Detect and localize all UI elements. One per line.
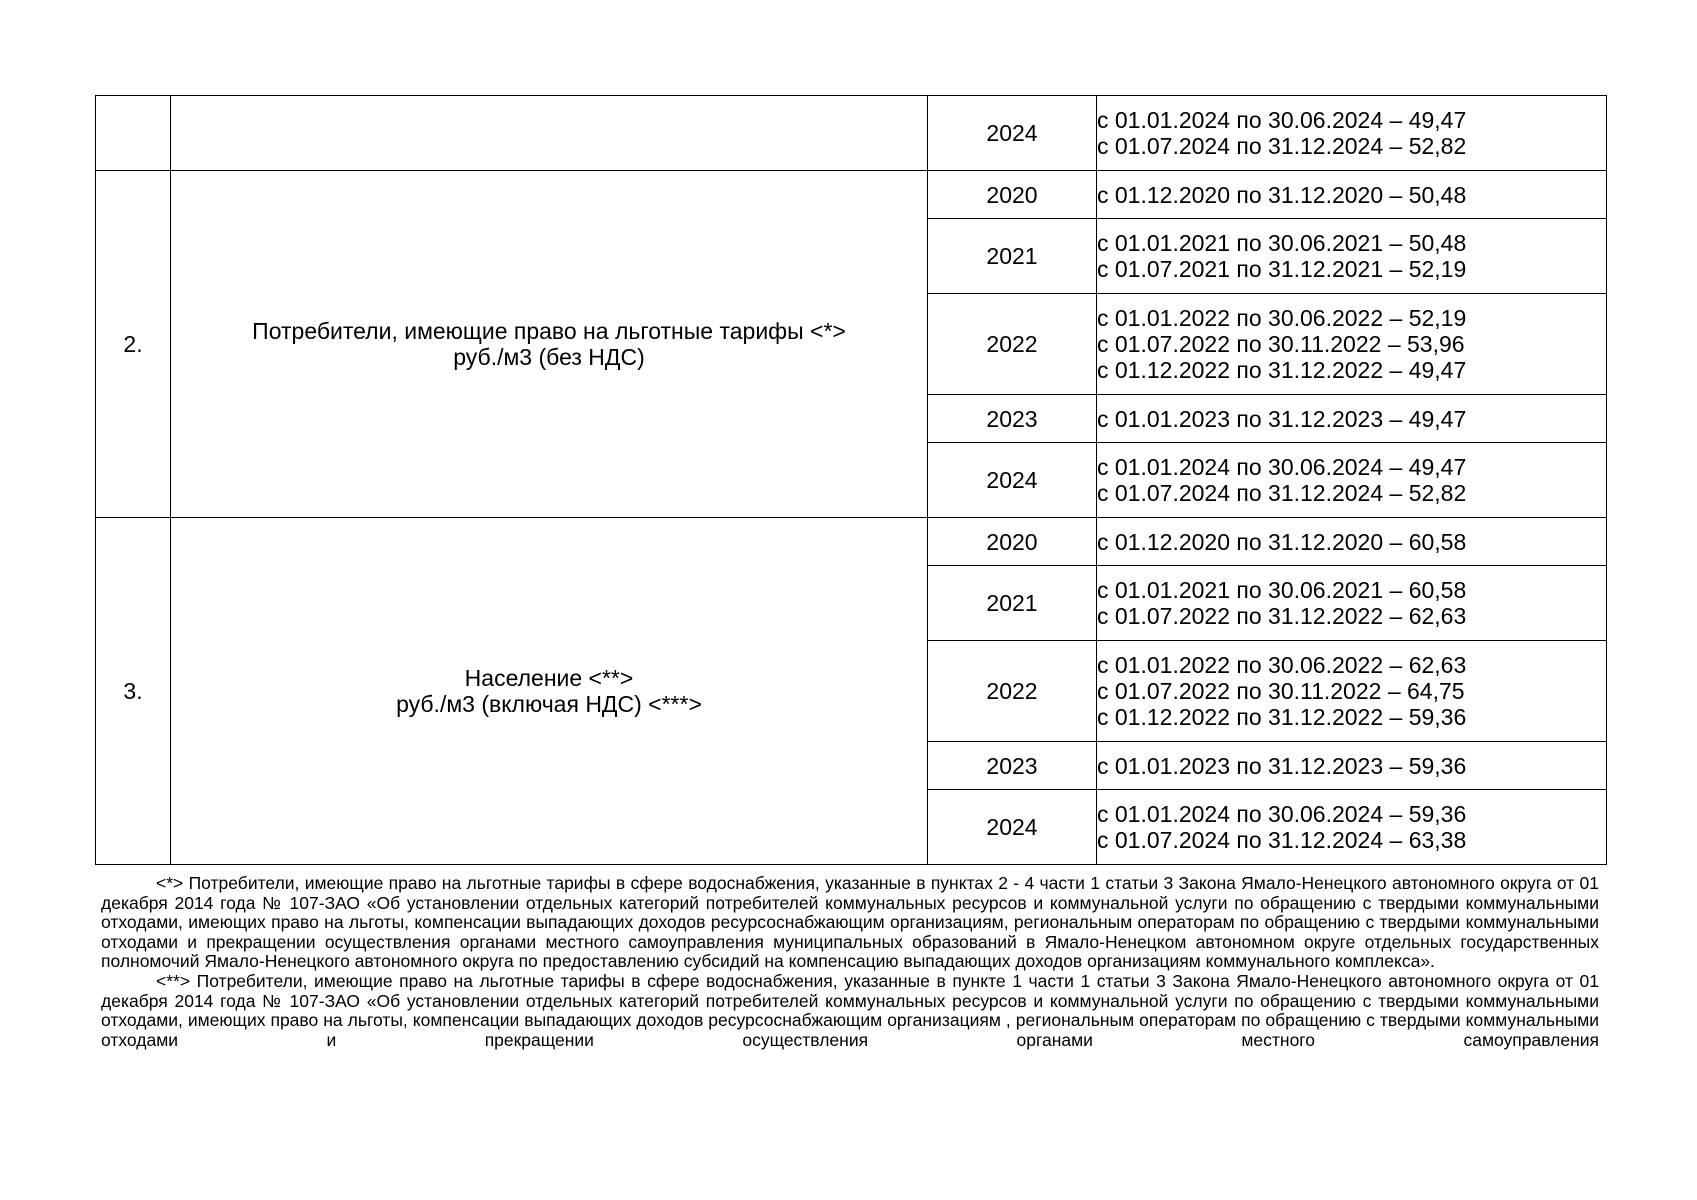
period-line: с 01.01.2024 по 30.06.2024 – 49,47: [1097, 107, 1467, 133]
year-cell: 2023: [928, 395, 1097, 443]
category-text: руб./м3 (включая НДС) <***>: [396, 691, 702, 717]
period-line: с 01.07.2024 по 31.12.2024 – 63,38: [1097, 827, 1467, 853]
period-line: с 01.07.2022 по 30.11.2022 – 53,96: [1097, 331, 1465, 357]
row-number: [96, 96, 171, 171]
year-cell: 2022: [928, 641, 1097, 742]
period-line: с 01.12.2022 по 31.12.2022 – 59,36: [1097, 704, 1467, 730]
period-line: с 01.01.2021 по 30.06.2021 – 60,58: [1097, 577, 1467, 603]
year-cell: 2024: [928, 790, 1097, 865]
period-line: с 01.07.2022 по 31.12.2022 – 62,63: [1097, 603, 1467, 629]
tariff-table: [95, 95, 1607, 865]
table-row: [96, 171, 1607, 219]
period-line: с 01.01.2022 по 30.06.2022 – 52,19: [1097, 305, 1467, 331]
tariff-periods: [1097, 96, 1607, 171]
period-line: с 01.12.2020 по 31.12.2020 – 50,48: [1097, 181, 1467, 208]
period-line: с 01.01.2023 по 31.12.2023 – 59,36: [1097, 752, 1467, 779]
year-cell: 2020: [928, 171, 1097, 219]
category-cell: [171, 171, 928, 518]
year-cell: 2021: [928, 219, 1097, 294]
footnotes: [101, 874, 1599, 1050]
category-text: Потребители, имеющие право на льготные тарифы <*>: [252, 318, 846, 344]
row-number: 2.: [96, 171, 171, 518]
tariff-periods: [1097, 171, 1607, 219]
year-cell: 2023: [928, 742, 1097, 790]
category-cell: [171, 518, 928, 865]
period-line: с 01.12.2022 по 31.12.2022 – 49,47: [1097, 357, 1467, 383]
category-text: Население <**>: [464, 665, 634, 691]
tariff-periods: [1097, 219, 1607, 294]
year-cell: 2020: [928, 518, 1097, 566]
footnote-2: <**> Потребители, имеющие право на льготные тарифы в сфере водоснабжения, указанные в пункте 1 части 1 статьи 3 Закона Ямало-Ненецкого автономного округа от 01 декабря 2014 года № 107-ЗАО «Об установлении отдельных категорий потребителей коммунальных ресурсов и коммунальной услуги по обращению с твердыми коммунальными отходами, имеющих право на льготы, компенсации выпадающих доходов ресурсоснабжающим организациям , региональным операторам по обращению с твердыми коммунальными отходами и прекращении осуществления органами местного самоуправления: [101, 970, 1599, 1050]
table-row: [96, 96, 1607, 171]
tariff-periods: [1097, 566, 1607, 641]
period-line: с 01.07.2021 по 31.12.2021 – 52,19: [1097, 256, 1467, 282]
year-cell: 2024: [928, 443, 1097, 518]
period-line: с 01.01.2024 по 30.06.2024 – 59,36: [1097, 801, 1467, 827]
period-line: с 01.01.2023 по 31.12.2023 – 49,47: [1097, 405, 1467, 432]
tariff-periods: [1097, 790, 1607, 865]
category-text: руб./м3 (без НДС): [453, 344, 645, 370]
year-cell: 2024: [928, 96, 1097, 171]
period-line: с 01.01.2022 по 30.06.2022 – 62,63: [1097, 652, 1467, 678]
category-cell: [171, 96, 928, 171]
period-line: с 01.07.2024 по 31.12.2024 – 52,82: [1097, 133, 1467, 159]
tariff-periods: [1097, 443, 1607, 518]
period-line: с 01.07.2024 по 31.12.2024 – 52,82: [1097, 480, 1467, 506]
tariff-periods: [1097, 518, 1607, 566]
period-line: с 01.12.2020 по 31.12.2020 – 60,58: [1097, 528, 1467, 555]
year-cell: 2021: [928, 566, 1097, 641]
period-line: с 01.07.2022 по 30.11.2022 – 64,75: [1097, 678, 1465, 704]
row-number: 3.: [96, 518, 171, 865]
period-line: с 01.01.2024 по 30.06.2024 – 49,47: [1097, 454, 1467, 480]
year-cell: 2022: [928, 294, 1097, 395]
period-line: с 01.01.2021 по 30.06.2021 – 50,48: [1097, 230, 1467, 256]
footnote-1: <*> Потребители, имеющие право на льготные тарифы в сфере водоснабжения, указанные в пунктах 2 - 4 части 1 статьи 3 Закона Ямало-Ненецкого автономного округа от 01 декабря 2014 года № 107-ЗАО «Об установлении отдельных категорий потребителей коммунальных ресурсов и коммунальной услуги по обращению с твердыми коммунальными отходами, имеющих право на льготы, компенсации выпадающих доходов ресурсоснабжающим организациям, региональным операторам по обращению с твердыми коммунальными отходами и прекращении осуществления органами местного самоуправления муниципальных образований в Ямало-Ненецком автономном округе отдельных государственных полномочий Ямало-Ненецкого автономного округа по предоставлению субсидий на компенсацию выпадающих доходов организациям коммунального комплекса».: [101, 873, 1599, 972]
tariff-periods: [1097, 395, 1607, 443]
table-row: [96, 518, 1607, 566]
tariff-periods: [1097, 641, 1607, 742]
tariff-periods: [1097, 294, 1607, 395]
tariff-periods: [1097, 742, 1607, 790]
